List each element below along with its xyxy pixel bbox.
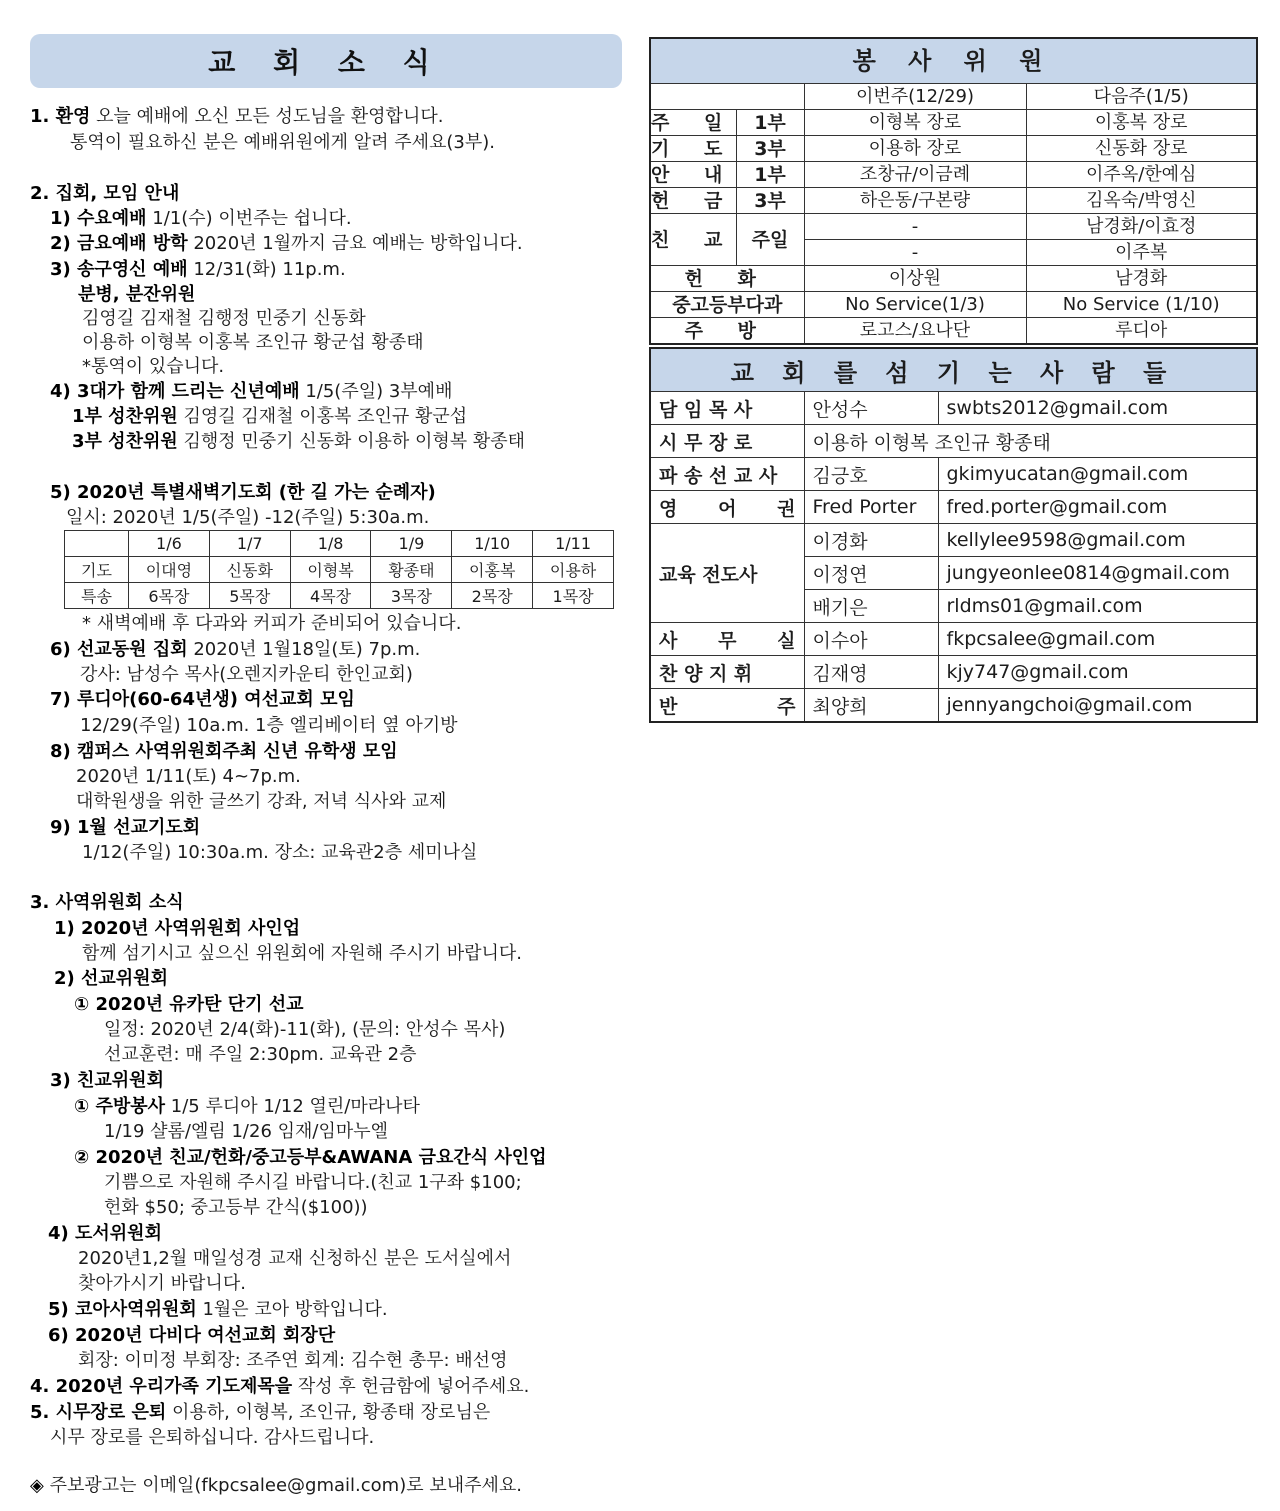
news-line	[50, 740, 398, 764]
prayer1-this: 이형복 장로	[804, 110, 1026, 136]
staff-row-education	[650, 524, 1257, 557]
missionary-role: 파 송 선 교 사	[650, 458, 804, 491]
news-line-heading: ① 주방봉사	[74, 1096, 166, 1117]
staff-row-office	[650, 623, 1257, 656]
news-line	[72, 430, 525, 454]
news-line-heading: ② 2020년 친교/헌화/중고등부&AWANA 금요간식 사인업	[74, 1147, 547, 1168]
news-line-heading: 3) 송구영신 예배	[50, 259, 188, 280]
news-line-text: 오늘 예배에 오신 모든 성도님을 환영합니다.	[90, 106, 444, 127]
news-line	[50, 207, 352, 231]
fellow2-this: -	[804, 240, 1026, 266]
usher-part3-label: 3부	[736, 188, 804, 214]
schedule-prayer-row	[65, 557, 614, 583]
pastor-email[interactable]: swbts2012@gmail.com	[938, 392, 1257, 425]
news-line	[74, 993, 304, 1017]
news-line	[50, 481, 436, 505]
youth-label: 중고등부다과	[650, 292, 804, 318]
news-line	[30, 1401, 490, 1425]
fellow2-next: 이주복	[1026, 240, 1257, 266]
news-line	[80, 714, 458, 738]
news-line-heading: 8) 캠퍼스 사역위원회주최 신년 유학생 모임	[50, 741, 398, 762]
news-line	[74, 1146, 547, 1170]
schedule-cell: 1/8	[290, 531, 371, 557]
choir-role: 찬 양 지 휘	[650, 656, 804, 689]
news-line-text: 12/31(화) 11p.m.	[187, 259, 346, 280]
accompanist-email[interactable]: jennyangchoi@gmail.com	[938, 689, 1257, 723]
news-line-heading: 7) 루디아(60-64년생) 여선교회 모임	[50, 689, 355, 710]
news-line-heading: 1. 환영	[30, 106, 91, 127]
office-role-b: 무	[718, 629, 737, 652]
pastor-name: 안성수	[804, 392, 938, 425]
news-line-text: 함께 섬기시고 싶으신 위원회에 자원해 주시기 바랍니다.	[82, 943, 522, 964]
news-line-heading: 6) 선교동원 집회	[50, 639, 188, 660]
news-line-heading: 6) 2020년 다비다 여선교회 회장단	[48, 1325, 336, 1346]
news-line	[66, 506, 429, 530]
news-line-text: 헌화 $50; 중고등부 간식($100))	[104, 1197, 368, 1218]
news-line-text: 김영길 김재철 김행정 민중기 신동화	[82, 308, 366, 329]
news-line-text: 1/12(주일) 10:30a.m. 장소: 교육관2층 세미나실	[82, 842, 478, 863]
news-line-text: 1/5(주일) 3부예배	[299, 381, 453, 402]
news-line	[50, 688, 355, 712]
prayer-label-2: 기 도	[651, 137, 737, 160]
news-line-heading: 5. 시무장로 은퇴	[30, 1402, 167, 1423]
missionary-email[interactable]: gkimyucatan@gmail.com	[938, 458, 1257, 491]
schedule-cell: 신동화	[209, 557, 290, 583]
news-title: 교 회 소 식	[30, 34, 622, 88]
news-line	[82, 942, 522, 966]
news-line-text: 찾아가시기 바랍니다.	[78, 1273, 246, 1294]
news-line	[104, 1018, 505, 1042]
flower-label: 헌 화	[650, 266, 804, 292]
office-role-c: 실	[777, 629, 796, 652]
news-line	[50, 816, 200, 840]
schedule-cell: 1/11	[533, 531, 614, 557]
staff-row-accompanist	[650, 689, 1257, 723]
flower-next: 남경화	[1026, 266, 1257, 292]
news-line-heading: 4. 2020년 우리가족 기도제목을	[30, 1376, 293, 1397]
prayer3-this: 이용하 장로	[804, 136, 1026, 162]
fellowship-sunday-label: 주일	[736, 214, 804, 266]
this-week-header: 이번주(12/29)	[804, 84, 1026, 110]
youth-next: No Service (1/10)	[1026, 292, 1257, 318]
news-line	[30, 1474, 522, 1498]
news-line	[72, 405, 467, 429]
office-email[interactable]: fkpcsalee@gmail.com	[938, 623, 1257, 656]
office-role	[650, 623, 804, 656]
news-line	[104, 1196, 368, 1220]
news-line	[78, 1247, 511, 1271]
schedule-cell: 이홍복	[452, 557, 533, 583]
english-role-b: 어	[718, 497, 737, 520]
office-name: 이수아	[804, 623, 938, 656]
news-line	[82, 331, 424, 355]
accompanist-name: 최양희	[804, 689, 938, 723]
part3-label: 3부	[736, 136, 804, 162]
schedule-cell: 6목장	[129, 583, 210, 609]
accompanist-role	[650, 689, 804, 723]
pastor-role: 담 임 목 사	[650, 392, 804, 425]
news-line-text: 이용하, 이형복, 조인규, 황종태 장로님은	[166, 1402, 491, 1423]
schedule-cell: 4목장	[290, 583, 371, 609]
news-line	[50, 258, 346, 282]
accompanist-role-b: 주	[777, 695, 796, 718]
schedule-cell: 1/9	[371, 531, 452, 557]
news-line-text: 작성 후 헌금함에 넣어주세요.	[292, 1376, 530, 1397]
accompanist-role-a: 반	[659, 695, 678, 718]
news-line-heading: 9) 1월 선교기도회	[50, 817, 201, 838]
usher-label-2: 헌 금	[651, 189, 737, 212]
news-line	[50, 1426, 374, 1450]
news-line	[48, 1324, 335, 1348]
office-role-a: 사	[659, 629, 678, 652]
schedule-cell: 1/10	[452, 531, 533, 557]
news-line-heading: ◈	[30, 1475, 44, 1496]
news-line-text: 2020년 1월18일(토) 7p.m.	[187, 639, 421, 660]
news-line-heading: 분병, 분잔위원	[78, 284, 196, 305]
news-line	[70, 131, 495, 155]
church-staff-table	[649, 347, 1258, 723]
news-line-text: * 새벽예배 후 다과와 커피가 준비되어 있습니다.	[82, 613, 462, 634]
news-line	[80, 663, 413, 687]
staff-row-elders	[650, 425, 1257, 458]
schedule-cell: 1목장	[533, 583, 614, 609]
news-line	[78, 1272, 246, 1296]
news-line	[76, 765, 301, 789]
missionary-name: 김긍호	[804, 458, 938, 491]
schedule-cell: 이대영	[129, 557, 210, 583]
education-email-2[interactable]: jungyeonlee0814@gmail.com	[938, 557, 1257, 590]
news-line	[74, 1095, 420, 1119]
news-line-heading: 3) 친교위원회	[50, 1070, 164, 1091]
news-line-heading: 1) 2020년 사역위원회 사인업	[54, 918, 301, 939]
news-line-text: 1/1(수) 이번주는 쉽니다.	[146, 208, 352, 229]
news-line	[82, 307, 366, 331]
prayer3-next: 신동화 장로	[1026, 136, 1257, 162]
news-line-text: 12/29(주일) 10a.m. 1층 엘리베이터 옆 아기방	[80, 715, 458, 736]
news-line	[54, 917, 300, 941]
education-name-1: 이경화	[804, 524, 938, 557]
elders-role: 시 무 장 로	[650, 425, 804, 458]
news-line	[50, 638, 420, 662]
service-title: 봉 사 위 원	[650, 38, 1257, 84]
news-line	[78, 1349, 507, 1373]
staff-row-missionary	[650, 458, 1257, 491]
schedule-cell: 3목장	[371, 583, 452, 609]
news-line	[76, 790, 446, 814]
news-line	[30, 891, 184, 915]
education-name-3: 배기은	[804, 590, 938, 623]
kitchen-next: 루디아	[1026, 318, 1257, 345]
news-line	[104, 1171, 522, 1195]
schedule-cell: 이형복	[290, 557, 371, 583]
news-line-text: 김영길 김재철 이홍복 조인규 황군섭	[177, 406, 468, 427]
news-line	[104, 1043, 417, 1067]
usher1-this: 조창규/이금례	[804, 162, 1026, 188]
choir-email[interactable]: kjy747@gmail.com	[938, 656, 1257, 689]
schedule-cell: 이용하	[533, 557, 614, 583]
fellow1-next: 남경화/이효정	[1026, 214, 1257, 240]
part1-label: 1부	[736, 110, 804, 136]
english-role-c: 권	[777, 497, 796, 520]
news-line	[50, 1069, 164, 1093]
news-line-text: 회장: 이미정 부회장: 조주연 회계: 김수현 총무: 배선영	[78, 1350, 508, 1371]
service-volunteers-table	[649, 37, 1258, 345]
news-line-heading: 2) 금요예배 방학	[50, 233, 188, 254]
news-line-heading: 3. 사역위원회 소식	[30, 892, 184, 913]
flower-this: 이상원	[804, 266, 1026, 292]
news-line-text: 통역이 필요하신 분은 예배위원에게 알려 주세요(3부).	[70, 132, 495, 153]
news-line-text: 1월은 코아 방학입니다.	[196, 1299, 388, 1320]
schedule-cell: 1/6	[129, 531, 210, 557]
education-name-2: 이정연	[804, 557, 938, 590]
kitchen-this: 로고스/요나단	[804, 318, 1026, 345]
education-email-1[interactable]: kellylee9598@gmail.com	[938, 524, 1257, 557]
schedule-cell	[65, 531, 129, 557]
news-line	[30, 1375, 529, 1399]
news-line	[82, 355, 224, 379]
news-line-text: 2020년 1월까지 금요 예배는 방학입니다.	[187, 233, 523, 254]
education-role: 교육 전도사	[650, 524, 804, 623]
news-line-heading: 4) 3대가 함께 드리는 신년예배	[50, 381, 300, 402]
news-line-text: 김행정 민중기 신동화 이용하 이형복 황종태	[177, 431, 526, 452]
fellow1-this: -	[804, 214, 1026, 240]
english-email[interactable]: fred.porter@gmail.com	[938, 491, 1257, 524]
schedule-dates-row	[65, 531, 614, 557]
news-line	[30, 105, 443, 129]
news-line-text: *통역이 있습니다.	[82, 356, 225, 377]
usher-label-1: 안 내	[651, 163, 737, 186]
schedule-special-row	[65, 583, 614, 609]
dawn-prayer-schedule-table	[64, 530, 614, 609]
news-line	[78, 283, 195, 307]
schedule-cell: 5목장	[209, 583, 290, 609]
schedule-cell: 특송	[65, 583, 129, 609]
news-line-text: 시무 장로를 은퇴하십니다. 감사드립니다.	[50, 1427, 375, 1448]
usher-part1-label: 1부	[736, 162, 804, 188]
staff-row-english	[650, 491, 1257, 524]
usher3-this: 하은동/구본량	[804, 188, 1026, 214]
english-role-a: 영	[659, 497, 678, 520]
news-line	[104, 1120, 388, 1144]
staff-row-pastor	[650, 392, 1257, 425]
english-name: Fred Porter	[804, 491, 938, 524]
news-line-text: 1/5 루디아 1/12 열린/마라나타	[165, 1096, 420, 1117]
news-line	[30, 182, 179, 206]
education-email-3[interactable]: rldms01@gmail.com	[938, 590, 1257, 623]
news-line-text: 강사: 남성수 목사(오렌지카운티 한인교회)	[80, 664, 413, 685]
news-line-text: 이용하 이형복 이홍복 조인규 황군섭 황종태	[82, 332, 424, 353]
prayer-label-1: 주 일	[651, 111, 737, 134]
prayer1-next: 이홍복 장로	[1026, 110, 1257, 136]
news-line-heading: 1부 성찬위원	[72, 406, 178, 427]
news-line-heading: 5) 코아사역위원회	[48, 1299, 197, 1320]
usher3-next: 김옥숙/박영신	[1026, 188, 1257, 214]
staff-row-choir	[650, 656, 1257, 689]
news-line-heading: ① 2020년 유카탄 단기 선교	[74, 994, 304, 1015]
schedule-cell: 기도	[65, 557, 129, 583]
news-line-text: 선교훈련: 매 주일 2:30pm. 교육관 2층	[104, 1044, 417, 1065]
corner-cell	[650, 84, 804, 110]
news-line-text: 일정: 2020년 2/4(화)-11(화), (문의: 안성수 목사)	[104, 1019, 506, 1040]
news-line-text: 2020년1,2월 매일성경 교재 신청하신 분은 도서실에서	[78, 1248, 512, 1269]
news-line	[82, 612, 461, 636]
staff-title: 교 회 를 섬 기 는 사 람 들	[650, 348, 1257, 392]
schedule-cell: 2목장	[452, 583, 533, 609]
kitchen-label: 주 방	[650, 318, 804, 345]
news-line-text: 주보광고는 이메일(fkpcsalee@gmail.com)로 보내주세요.	[43, 1475, 523, 1496]
fellowship-label: 친 교	[650, 214, 736, 266]
schedule-cell: 황종태	[371, 557, 452, 583]
news-line	[50, 380, 452, 404]
schedule-cell: 1/7	[209, 531, 290, 557]
news-line	[54, 967, 168, 991]
news-line-text: 대학원생을 위한 글쓰기 강좌, 저녁 식사와 교제	[76, 791, 447, 812]
news-line-heading: 3부 성찬위원	[72, 431, 178, 452]
youth-this: No Service(1/3)	[804, 292, 1026, 318]
usher1-next: 이주옥/한예심	[1026, 162, 1257, 188]
news-line-heading: 2) 선교위원회	[54, 968, 168, 989]
news-line	[82, 841, 477, 865]
english-role	[650, 491, 804, 524]
choir-name: 김재영	[804, 656, 938, 689]
news-line-heading: 2. 집회, 모임 안내	[30, 183, 180, 204]
news-line-text: 2020년 1/11(토) 4~7p.m.	[76, 766, 301, 787]
news-line-heading: 5) 2020년 특별새벽기도회 (한 길 가는 순례자)	[50, 482, 436, 503]
news-line-heading: 4) 도서위원회	[48, 1223, 162, 1244]
news-line-text: 1/19 샬롬/엘림 1/26 임재/임마누엘	[104, 1121, 389, 1142]
news-line-heading: 1) 수요예배	[50, 208, 147, 229]
news-line	[48, 1222, 162, 1246]
next-week-header: 다음주(1/5)	[1026, 84, 1257, 110]
news-line	[48, 1298, 388, 1322]
news-line-text: 기쁨으로 자원해 주시길 바랍니다.(친교 1구좌 $100;	[104, 1172, 522, 1193]
news-line	[50, 232, 523, 256]
elders-names: 이용하 이형복 조인규 황종태	[804, 425, 1257, 458]
news-line-text: 일시: 2020년 1/5(주일) -12(주일) 5:30a.m.	[66, 507, 430, 528]
